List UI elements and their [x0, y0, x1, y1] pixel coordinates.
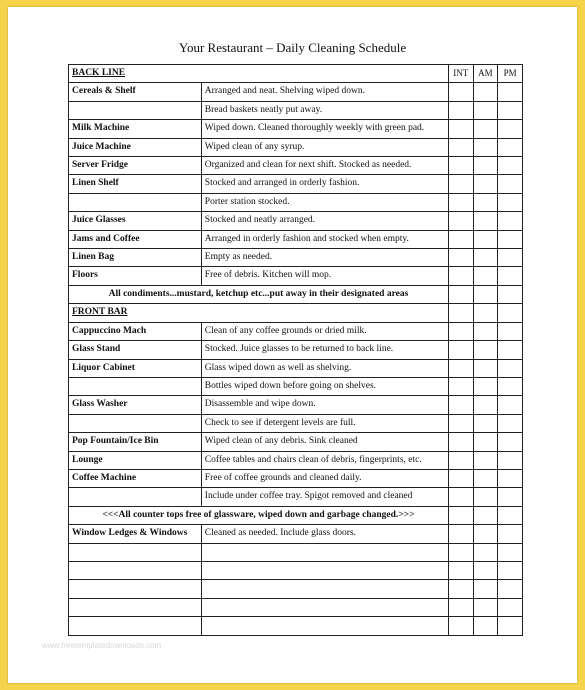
checkbox-cell-pm[interactable] — [498, 304, 523, 322]
checkbox-cell-am[interactable] — [473, 451, 498, 469]
checkbox-cell-am[interactable] — [473, 120, 498, 138]
checkbox-cell-int[interactable] — [448, 157, 473, 175]
task-description: Check to see if detergent levels are full. — [201, 414, 448, 432]
task-name: Juice Machine — [69, 138, 202, 156]
watermark-footer: www.freetemplatedownloads.com — [42, 641, 162, 650]
checkbox-cell-int[interactable] — [448, 561, 473, 579]
blank-name-cell[interactable] — [69, 598, 202, 616]
task-name: Coffee Machine — [69, 469, 202, 487]
task-description: Bread baskets neatly put away. — [201, 101, 448, 119]
task-name — [69, 193, 202, 211]
checkbox-cell-am[interactable] — [473, 304, 498, 322]
blank-name-cell[interactable] — [69, 580, 202, 598]
table-row — [69, 433, 523, 451]
table-row — [69, 451, 523, 469]
task-name: Juice Glasses — [69, 212, 202, 230]
blank-description-cell[interactable] — [201, 561, 448, 579]
checkbox-cell-pm[interactable] — [498, 157, 523, 175]
checkbox-cell-int[interactable] — [448, 488, 473, 506]
checkbox-cell-am[interactable] — [473, 617, 498, 635]
checkbox-cell-pm[interactable] — [498, 212, 523, 230]
checkbox-cell-am[interactable] — [473, 101, 498, 119]
checkbox-cell-int[interactable] — [448, 138, 473, 156]
section-label: FRONT BAR — [69, 304, 449, 322]
task-description: Stocked and arranged in orderly fashion. — [201, 175, 448, 193]
checkbox-cell-am[interactable] — [473, 488, 498, 506]
task-description: Glass wiped down as well as shelving. — [201, 359, 448, 377]
task-description: Arranged in orderly fashion and stocked when empty. — [201, 230, 448, 248]
checkbox-cell-int[interactable] — [448, 617, 473, 635]
checkbox-cell-int[interactable] — [448, 525, 473, 543]
task-name — [69, 488, 202, 506]
table-row — [69, 359, 523, 377]
task-name — [69, 414, 202, 432]
checkbox-cell-pm[interactable] — [498, 469, 523, 487]
checkbox-cell-am[interactable] — [473, 469, 498, 487]
blank-row — [69, 543, 523, 561]
checkbox-cell-int[interactable] — [448, 469, 473, 487]
checkbox-cell-int[interactable] — [448, 433, 473, 451]
task-description: Bottles wiped down before going on shelves. — [201, 377, 448, 395]
task-name: Server Fridge — [69, 157, 202, 175]
checkbox-cell-am[interactable] — [473, 580, 498, 598]
section-note: All condiments...mustard, ketchup etc...put away in their designated areas — [69, 285, 449, 303]
blank-row — [69, 598, 523, 616]
blank-description-cell[interactable] — [201, 580, 448, 598]
checkbox-cell-pm[interactable] — [498, 193, 523, 211]
blank-row — [69, 580, 523, 598]
checkbox-cell-am[interactable] — [473, 341, 498, 359]
blank-description-cell[interactable] — [201, 617, 448, 635]
task-description: Wiped clean of any debris. Sink cleaned — [201, 433, 448, 451]
checkbox-cell-int[interactable] — [448, 212, 473, 230]
checkbox-cell-int[interactable] — [448, 285, 473, 303]
checkbox-cell-am[interactable] — [473, 525, 498, 543]
checkbox-cell-int[interactable] — [448, 230, 473, 248]
blank-name-cell[interactable] — [69, 617, 202, 635]
table-row — [69, 230, 523, 248]
table-row — [69, 193, 523, 211]
task-name: Cappuccino Mach — [69, 322, 202, 340]
checkbox-cell-am[interactable] — [473, 506, 498, 524]
task-description: Include under coffee tray. Spigot removed and cleaned — [201, 488, 448, 506]
checkbox-cell-int[interactable] — [448, 322, 473, 340]
checkbox-cell-int[interactable] — [448, 506, 473, 524]
checkbox-cell-am[interactable] — [473, 433, 498, 451]
table-row — [69, 488, 523, 506]
task-description: Arranged and neat. Shelving wiped down. — [201, 83, 448, 101]
checkbox-cell-pm[interactable] — [498, 451, 523, 469]
blank-name-cell[interactable] — [69, 561, 202, 579]
blank-row — [69, 561, 523, 579]
checkbox-cell-pm[interactable] — [498, 120, 523, 138]
checkbox-cell-int[interactable] — [448, 304, 473, 322]
checkbox-cell-int[interactable] — [448, 249, 473, 267]
checkbox-cell-int[interactable] — [448, 193, 473, 211]
checkbox-cell-am[interactable] — [473, 230, 498, 248]
checkbox-cell-pm[interactable] — [498, 377, 523, 395]
checkbox-cell-am[interactable] — [473, 157, 498, 175]
checkbox-cell-pm[interactable] — [498, 617, 523, 635]
table-row — [69, 101, 523, 119]
checkbox-cell-pm[interactable] — [498, 175, 523, 193]
checkbox-cell-int[interactable] — [448, 341, 473, 359]
checkbox-cell-am[interactable] — [473, 543, 498, 561]
checkbox-cell-pm[interactable] — [498, 543, 523, 561]
checkbox-cell-am[interactable] — [473, 561, 498, 579]
section-note: <<<All counter tops free of glassware, wiped down and garbage changed.>>> — [69, 506, 449, 524]
checkbox-cell-pm[interactable] — [498, 561, 523, 579]
checkbox-cell-int[interactable] — [448, 101, 473, 119]
table-row — [69, 396, 523, 414]
table-row — [69, 341, 523, 359]
checkbox-cell-am[interactable] — [473, 175, 498, 193]
checkbox-cell-int[interactable] — [448, 359, 473, 377]
checkbox-cell-am[interactable] — [473, 212, 498, 230]
task-name — [69, 377, 202, 395]
checkbox-cell-pm[interactable] — [498, 359, 523, 377]
checkbox-cell-pm[interactable] — [498, 322, 523, 340]
checkbox-cell-int[interactable] — [448, 267, 473, 285]
checkbox-cell-pm[interactable] — [498, 249, 523, 267]
checkbox-cell-am[interactable] — [473, 285, 498, 303]
checkbox-cell-pm[interactable] — [498, 580, 523, 598]
checkbox-cell-am[interactable] — [473, 359, 498, 377]
table-row — [69, 322, 523, 340]
checkbox-cell-pm[interactable] — [498, 101, 523, 119]
blank-row — [69, 617, 523, 635]
checkbox-cell-pm[interactable] — [498, 506, 523, 524]
task-name — [69, 101, 202, 119]
checkbox-cell-pm[interactable] — [498, 83, 523, 101]
checkbox-cell-am[interactable] — [473, 377, 498, 395]
checkbox-cell-int[interactable] — [448, 451, 473, 469]
checkbox-cell-pm[interactable] — [498, 598, 523, 616]
page-title: Your Restaurant – Daily Cleaning Schedule — [178, 40, 407, 55]
task-description: Free of debris. Kitchen will mop. — [201, 267, 448, 285]
section-header-row — [69, 304, 523, 322]
task-name: Glass Washer — [69, 396, 202, 414]
checkbox-cell-int[interactable] — [448, 543, 473, 561]
task-description: Wiped down. Cleaned thoroughly weekly with green pad. — [201, 120, 448, 138]
task-name: Liquor Cabinet — [69, 359, 202, 377]
task-name: Linen Shelf — [69, 175, 202, 193]
table-row — [69, 120, 523, 138]
table-row — [69, 469, 523, 487]
task-description: Cleaned as needed. Include glass doors. — [201, 525, 448, 543]
task-description: Wiped clean of any syrup. — [201, 138, 448, 156]
table-row — [69, 267, 523, 285]
checkbox-cell-pm[interactable] — [498, 433, 523, 451]
table-row — [69, 414, 523, 432]
task-name: Floors — [69, 267, 202, 285]
table-row — [69, 175, 523, 193]
blank-description-cell[interactable] — [201, 598, 448, 616]
checkbox-cell-pm[interactable] — [498, 230, 523, 248]
checkbox-cell-int[interactable] — [448, 175, 473, 193]
task-name: Pop Fountain/Ice Bin — [69, 433, 202, 451]
checkbox-cell-pm[interactable] — [498, 285, 523, 303]
blank-description-cell[interactable] — [201, 543, 448, 561]
checkbox-cell-pm[interactable] — [498, 341, 523, 359]
task-description: Porter station stocked. — [201, 193, 448, 211]
checkbox-cell-pm[interactable] — [498, 138, 523, 156]
task-description: Disassemble and wipe down. — [201, 396, 448, 414]
checkbox-cell-am[interactable] — [473, 138, 498, 156]
cleaning-schedule-table — [68, 64, 523, 636]
task-description: Stocked. Juice glasses to be returned to back line. — [201, 341, 448, 359]
task-name: Milk Machine — [69, 120, 202, 138]
checkbox-cell-int[interactable] — [448, 396, 473, 414]
task-description: Coffee tables and chairs clean of debris, fingerprints, etc. — [201, 451, 448, 469]
task-name: Jams and Coffee — [69, 230, 202, 248]
table-row — [69, 249, 523, 267]
checkbox-cell-pm[interactable] — [498, 396, 523, 414]
checkbox-cell-am[interactable] — [473, 598, 498, 616]
task-description: Empty as needed. — [201, 249, 448, 267]
task-description: Clean of any coffee grounds or dried milk. — [201, 322, 448, 340]
task-description: Stocked and neatly arranged. — [201, 212, 448, 230]
task-name: Lounge — [69, 451, 202, 469]
blank-name-cell[interactable] — [69, 543, 202, 561]
checkbox-cell-am[interactable] — [473, 396, 498, 414]
checkbox-cell-am[interactable] — [473, 414, 498, 432]
task-name: Glass Stand — [69, 341, 202, 359]
checkbox-cell-int[interactable] — [448, 414, 473, 432]
checkbox-cell-am[interactable] — [473, 249, 498, 267]
checkbox-cell-am[interactable] — [473, 83, 498, 101]
section-label: BACK LINE — [69, 65, 449, 83]
task-name: Window Ledges & Windows — [69, 525, 202, 543]
checkbox-cell-int[interactable] — [448, 83, 473, 101]
section-header-row — [69, 65, 523, 83]
task-description: Organized and clean for next shift. Stocked as needed. — [201, 157, 448, 175]
checkbox-cell-int[interactable] — [448, 580, 473, 598]
checkbox-cell-int[interactable] — [448, 120, 473, 138]
note-row — [69, 285, 523, 303]
checkbox-cell-am[interactable] — [473, 193, 498, 211]
column-header-am: AM — [473, 65, 498, 83]
task-name: Cereals & Shelf — [69, 83, 202, 101]
checkbox-cell-pm[interactable] — [498, 525, 523, 543]
column-header-int: INT — [448, 65, 473, 83]
note-row — [69, 506, 523, 524]
checkbox-cell-am[interactable] — [473, 267, 498, 285]
table-row — [69, 157, 523, 175]
task-description: Free of coffee grounds and cleaned daily. — [201, 469, 448, 487]
checkbox-cell-pm[interactable] — [498, 414, 523, 432]
checkbox-cell-pm[interactable] — [498, 488, 523, 506]
task-name: Linen Bag — [69, 249, 202, 267]
column-header-pm: PM — [498, 65, 523, 83]
table-row — [69, 525, 523, 543]
table-row — [69, 212, 523, 230]
checkbox-cell-int[interactable] — [448, 598, 473, 616]
checkbox-cell-pm[interactable] — [498, 267, 523, 285]
table-row — [69, 138, 523, 156]
checkbox-cell-am[interactable] — [473, 322, 498, 340]
table-row — [69, 377, 523, 395]
document-page — [8, 7, 577, 683]
checkbox-cell-int[interactable] — [448, 377, 473, 395]
table-row — [69, 83, 523, 101]
